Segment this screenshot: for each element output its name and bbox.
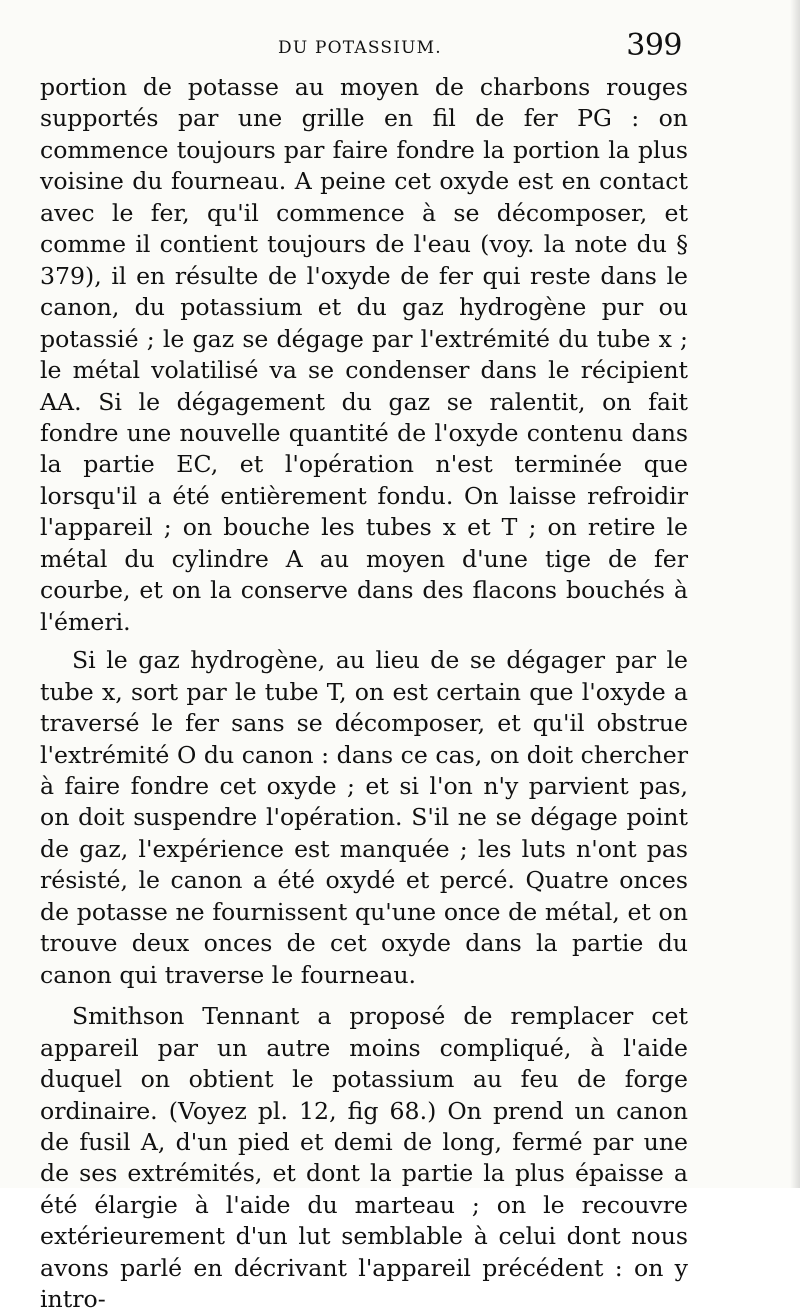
- page-number: 399: [626, 28, 682, 63]
- paragraph-tennant: Smithson Tennant a proposé de remplacer cet appareil par un autre moins compliqué, à l'aide duquel on obtient le potassium au feu de forge ordinaire. (Voyez pl. 12, fig 68.) On prend un canon de fusil A, d'un pied et demi de long, fermé par une de ses extrémités, et dont la partie la plus épaisse a été élargie à l'aide du marteau ; on le recouvre extérieurement d'un lut semblable à celui dont nous avons parlé en décrivant l'appareil précédent : on y intro-: [40, 1002, 688, 1314]
- running-head: DU POTASSIUM.: [278, 38, 442, 58]
- paragraph-continued: portion de potasse au moyen de charbons rouges supportés par une grille en fil de fer PG : on commence toujours par faire fondre la portion la plus voisine du fourneau. A peine cet oxyde est en contact avec le fer, qu'il commence à se décomposer, et comme il contient toujours de l'eau (voy. la note du § 379), il en résulte de l'oxyde de fer qui reste dans le canon, du potassium et du gaz hydrogène pur ou potassié ; le gaz se dégage par l'extrémité du tube x ; le métal volatilisé va se condenser dans le récipient AA. Si le dégagement du gaz se ralentit, on fait fondre une nouvelle quantité de l'oxyde contenu dans la partie EC, et l'opération n'est terminée que lorsqu'il a été entièrement fondu. On laisse refroidir l'appareil ; on bouche les tubes x et T ; on retire le métal du cylindre A au moyen d'une tige de fer courbe, et on la conserve dans des flacons bouchés à l'émeri.: [40, 73, 688, 636]
- body-text: [40, 72, 688, 1316]
- page-edge-shadow: [790, 0, 800, 1188]
- paragraph-hydrogen: Si le gaz hydrogène, au lieu de se dégager par le tube x, sort par le tube T, on est certain que l'oxyde a traversé le fer sans se décomposer, et qu'il obstrue l'extrémité O du canon : dans ce cas, on doit chercher à faire fondre cet oxyde ; et si l'on n'y parvient pas, on doit suspendre l'opération. S'il ne se dégage point de gaz, l'expérience est manquée ; les luts n'ont pas résisté, le canon a été oxydé et percé. Quatre onces de potasse ne fournissent qu'une once de métal, et on trouve deux onces de cet oxyde dans la partie du canon qui traverse le fourneau.: [40, 646, 688, 989]
